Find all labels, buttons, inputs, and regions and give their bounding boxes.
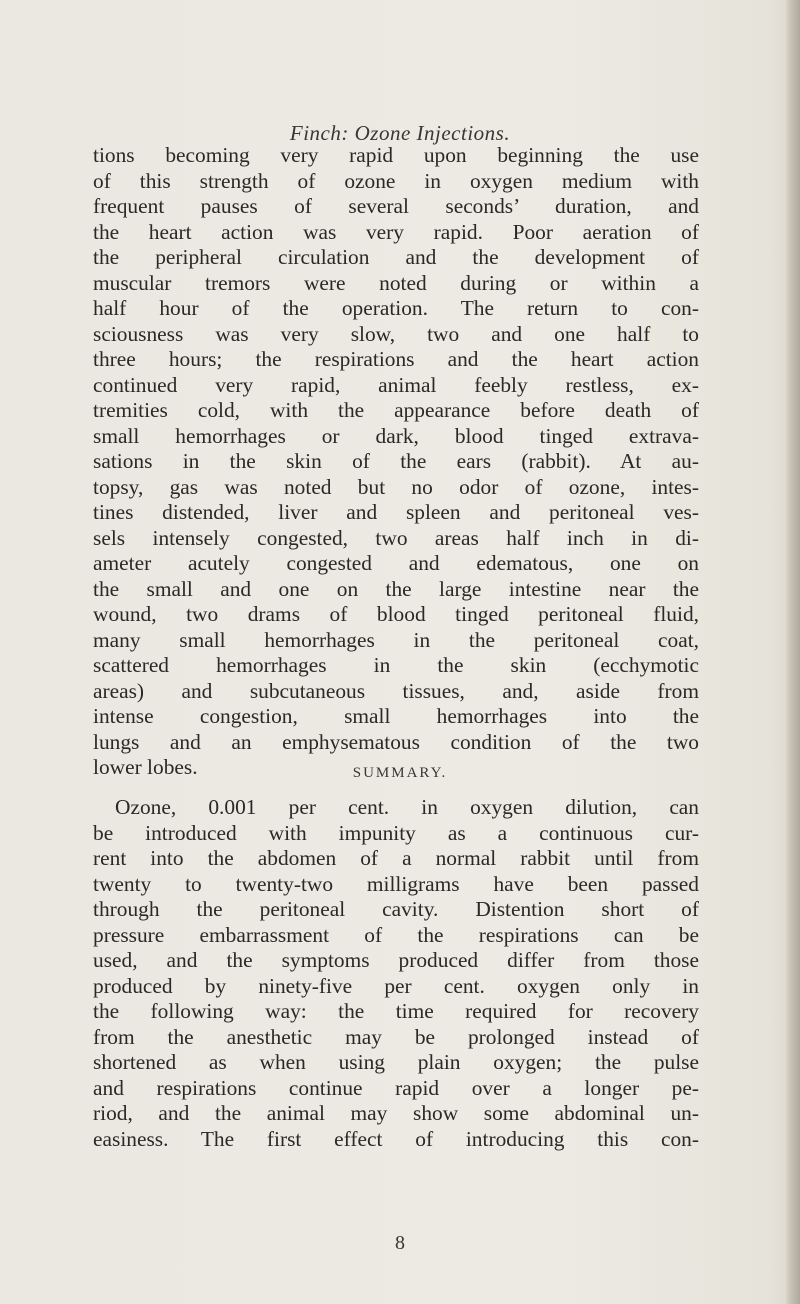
text-line: from the anesthetic may be prolonged instead of [93,1024,699,1049]
text-line: Ozone, 0.001 per cent. in oxygen dilution, can [115,795,699,819]
text-line: small hemorrhages or dark, blood tinged extrava- [93,423,699,448]
text-line: areas) and subcutaneous tissues, and, aside from [93,678,699,703]
text-line: scattered hemorrhages in the skin (ecchymotic [93,653,699,677]
text-line: intense congestion, small hemorrhages into the [93,704,699,728]
text-line: sations in the skin of the ears (rabbit). At au- [93,449,699,473]
text-line: twenty to twenty-two milligrams have been passed [93,871,699,896]
text-line: and respirations continue rapid over a longer pe- [93,1075,699,1100]
section-heading-summary: SUMMARY. [352,765,448,781]
text-line: rent into the abdomen of a normal rabbit until from [93,846,699,870]
page-edge-shadow [786,0,800,1304]
text-line: frequent pauses of several seconds’ duration, and [93,194,699,218]
text-line: riod, and the animal may show some abdominal un- [93,1101,699,1125]
text-line: shortened as when using plain oxygen; the pulse [93,1050,699,1074]
text-line: continued very rapid, animal feebly restless, ex- [93,372,699,397]
text-line: tremities cold, with the appearance before death of [93,398,699,422]
text-line: lungs and an emphysematous condition of the two [93,729,699,754]
page-number: 8 [395,1232,405,1254]
text-line: three hours; the respirations and the heart action [93,347,699,371]
text-line: used, and the symptoms produced differ from those [93,948,699,972]
text-line: half hour of the operation. The return to con- [93,296,699,320]
paragraph-summary [93,795,699,1152]
paragraph-autopsy-findings [93,143,699,781]
text-line: topsy, gas was noted but no odor of ozone, intes- [93,474,699,499]
text-line: the following way: the time required for recovery [93,999,699,1023]
text-line: the small and one on the large intestine near the [93,576,699,601]
running-head: Finch: Ozone Injections. [289,121,511,145]
text-line: sels intensely congested, two areas half inch in di- [93,525,699,550]
text-line: ameter acutely congested and edematous, one on [93,551,699,575]
text-line: of this strength of ozone in oxygen medium with [93,168,699,193]
text-line: tines distended, liver and spleen and peritoneal ves- [93,500,699,524]
text-line: produced by ninety-five per cent. oxygen only in [93,973,699,998]
text-line: through the peritoneal cavity. Distention short of [93,897,699,921]
text-line: sciousness was very slow, two and one half to [93,321,699,346]
text-line: the peripheral circulation and the development of [93,245,699,269]
text-line: lower lobes. [93,755,198,779]
text-line: tions becoming very rapid upon beginning the use [93,143,699,167]
text-line: pressure embarrassment of the respirations can be [93,922,699,947]
text-line: be introduced with impunity as a continuous cur- [93,820,699,845]
text-line: the heart action was very rapid. Poor aeration of [93,219,699,244]
text-line: muscular tremors were noted during or within a [93,270,699,295]
text-line: many small hemorrhages in the peritoneal coat, [93,627,699,652]
text-line: wound, two drams of blood tinged peritoneal fluid, [93,602,699,626]
text-line: easiness. The first effect of introducing this con- [93,1126,699,1151]
